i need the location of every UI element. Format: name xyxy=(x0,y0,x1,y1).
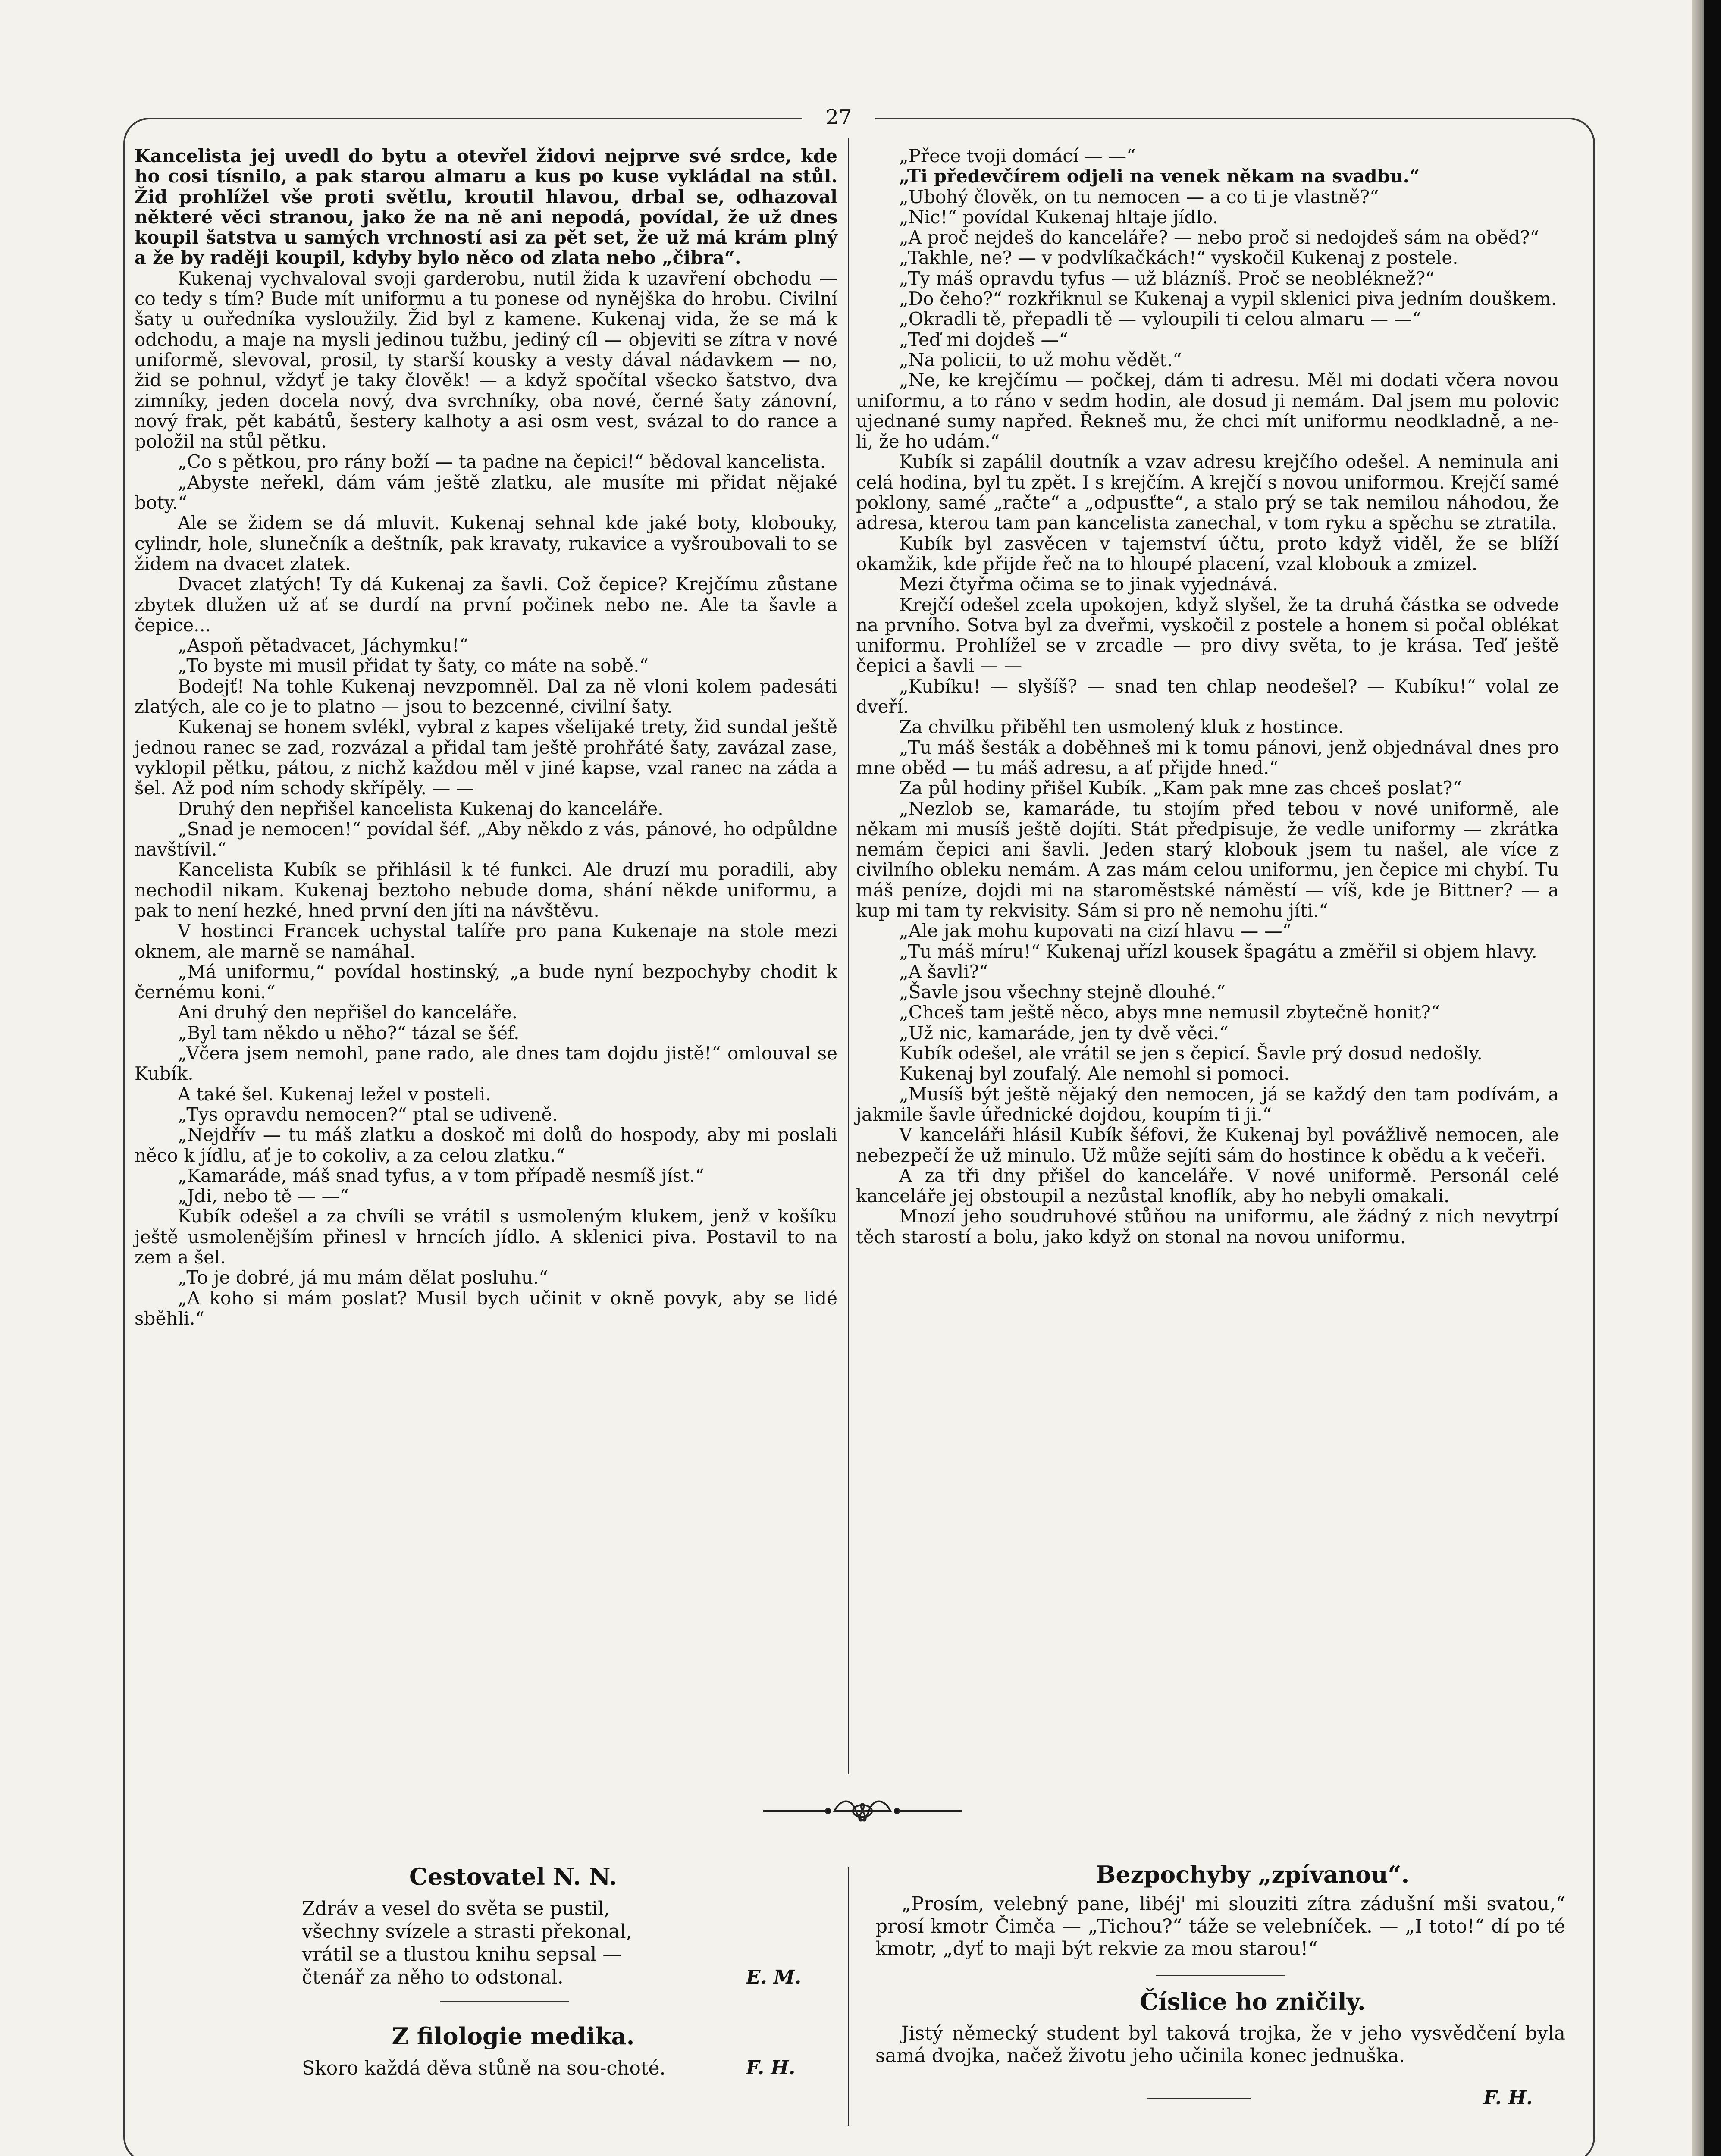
article-paragraph: „Na policii, to už mohu vědět.“ xyxy=(899,349,1182,370)
article-paragraph: A za tři dny přišel do kanceláře. V nové uniformě. Personál celé kanceláře jej obstoupil a nezůstal knoflík, aby ho nebyli omakali. xyxy=(856,1165,1559,1207)
article-paragraph: „Kubíku! — slyšíš? — snad ten chlap neodešel? — Kubíku!“ volal ze dveří. xyxy=(856,675,1559,718)
right-column xyxy=(856,146,1559,1247)
article-paragraph: „Přece tvoji domácí — —“ xyxy=(899,145,1136,166)
article-paragraph: Za půl hodiny přišel Kubík. „Kam pak mne zas chceš poslat?“ xyxy=(899,777,1462,799)
article-paragraph: Mnozí jeho soudruhové stůňou na uniformu, ale žádný z nich nevytrpí těch starostí a bolu, jako když on stonal na novou uniformu. xyxy=(856,1206,1559,1247)
article-paragraph: „Byl tam někdo u něho?“ tázal se šéf. xyxy=(178,1022,520,1044)
left-column xyxy=(135,146,837,1329)
article-paragraph: „Šavle jsou všechny stejně dlouhé.“ xyxy=(899,981,1226,1003)
article-paragraph: „Takhle, ne? — v podvlíkačkách!“ vyskočil Kukenaj z postele. xyxy=(899,247,1458,269)
article-paragraph: „Snad je nemocen!“ povídal šéf. „Aby někdo z vás, pánové, ho odpůldne navštívil.“ xyxy=(135,818,837,860)
joke1-signature: F. H. xyxy=(746,2057,796,2079)
article-paragraph: „A proč nejdeš do kanceláře? — nebo proč si nedojdeš sám na oběd?“ xyxy=(899,227,1539,248)
ornament-divider xyxy=(763,1792,962,1830)
article-paragraph: „Aspoň pětadvacet, Jáchymku!“ xyxy=(178,635,469,656)
article-paragraph: Kancelista Kubík se přihlásil k té funkci. Ale druzí mu poradili, aby nechodil nikam. Kukenaj beztoho nebude doma, shání někde uniformu, a pak to není hezké, hned první den jíti na návštěvu. xyxy=(135,859,837,921)
article-paragraph: Ani druhý den nepřišel do kanceláře. xyxy=(178,1002,518,1023)
joke1-text: Skoro každá děva stůně na sou-choté. xyxy=(302,2057,666,2079)
poem-rule xyxy=(440,2001,569,2002)
joke2-title: Bezpochyby „zpívanou“. xyxy=(1096,1861,1410,1888)
article-paragraph: Kubík si zapálil doutník a vzav adresu krejčího odešel. A neminula ani celá hodina, byl tu zpět. I s krejčím. A krejčí s novou uniformou. Krejčí samé poklony, samé „račte“ a „odpusťte“, a stalo prý se tak nemilou náhodou, že adresa, kterou tam pan kancelista zanechal, v tom ryku a spěchu se ztratila. xyxy=(856,451,1559,534)
article-paragraph: Kubík odešel, ale vrátil se jen s čepicí. Šavle prý dosud nedošly. xyxy=(899,1043,1483,1064)
article-paragraph: „Nezlob se, kamaráde, tu stojím před tebou v nové uniformě, ale někam mi musíš ještě dojíti. Stát předpisuje, že vedle uniformy — zkrátka nemám čepici ani šavli. Jeden starý klobouk jsem tu našel, ale více z civilního obleku nemám. A zas mám celou uniformu, jen čepice mi chybí. Tu máš peníze, dojdi mi na staroměstské náměstí — víš, kde je Bittner? — a kup mi tam ty rekvisity. Sám si pro ně nemohu jíti.“ xyxy=(856,798,1559,921)
article-paragraph: „Už nic, kamaráde, jen ty dvě věci.“ xyxy=(899,1022,1229,1044)
article-paragraph: „Abyste neřekl, dám vám ještě zlatku, ale musíte mi přidat nějaké boty.“ xyxy=(135,471,837,514)
article-paragraph: „Ti předevčírem odjeli na venek někam na svadbu.“ xyxy=(899,166,1420,187)
page-edge-shadow xyxy=(1692,0,1704,2156)
joke3-text xyxy=(875,2022,1565,2067)
joke3-paragraph: Jistý německý student byl taková trojka, že v jeho vysvědčení byla samá dvojka, načež životu jeho učinila konec jednuška. xyxy=(875,2022,1565,2067)
article-paragraph: „To je dobré, já mu mám dělat posluhu.“ xyxy=(178,1267,548,1288)
article-paragraph: V hostinci Francek uchystal talíře pro pana Kukenaje na stole mezi oknem, ale marně se namáhal. xyxy=(135,920,837,962)
article-paragraph: Kukenaj byl zoufalý. Ale nemohl si pomoci. xyxy=(899,1063,1290,1084)
article-paragraph: V kanceláři hlásil Kubík šéfovi, že Kukenaj byl povážlivě nemocen, ale nebezpečí že už minulo. Už může sejíti sám do hostince k obědu a k večeři. xyxy=(856,1124,1559,1166)
column-rule xyxy=(848,138,849,1774)
article-paragraph: „Do čeho?“ rozkřiknul se Kukenaj a vypil sklenici piva jedním douškem. xyxy=(899,288,1557,310)
joke2-text xyxy=(875,1893,1565,1960)
article-paragraph: „Jdi, nebo tě — —“ xyxy=(178,1185,349,1207)
article-paragraph: Kukenaj se honem svlékl, vybral z kapes všelijaké trety, žid sundal ještě jednou ranec se zad, rozvázal a přidal tam ještě prohřáté šaty, zavázal zase, vyklopil pětku, pátou, z nichž každou měl v jiné kapse, vzal ranec na záda a šel. Až pod ním schody skřípěly. — — xyxy=(135,716,837,799)
article-paragraph: „Ale jak mohu kupovati na cizí hlavu — —“ xyxy=(899,920,1292,942)
article-paragraph: Kubík byl zasvěcen v tajemství účtu, proto když viděl, že se blíží okamžik, kde přijde řeč na to hloupé placení, vzal klobouk a zmizel. xyxy=(856,533,1559,574)
poem-line: všechny svízele a strasti překonal, xyxy=(302,1921,632,1943)
article-paragraph: „A koho si mám poslat? Musil bych učinit v okně povyk, aby se lidé sběhli.“ xyxy=(135,1287,837,1329)
joke3-rule xyxy=(1147,2098,1251,2099)
poem-signature: E. M. xyxy=(746,1966,802,1988)
lower-column-rule xyxy=(848,1867,849,2126)
article-paragraph: „To byste mi musil přidat ty šaty, co máte na sobě.“ xyxy=(178,655,649,677)
joke2-paragraph: „Prosím, velebný pane, libéj' mi slouziti zítra zádušní mši svatou,“ prosí kmotr Čimča — „Tichou?“ táže se velebníček. — „I toto!“ dí po té kmotr, „dyť to maji být rekvie za mou starou!“ xyxy=(875,1893,1565,1960)
page-number: 27 xyxy=(825,105,852,129)
article-paragraph: „Kamaráde, máš snad tyfus, a v tom případě nesmíš jíst.“ xyxy=(178,1165,705,1186)
article-paragraph: Druhý den nepřišel kancelista Kukenaj do kanceláře. xyxy=(178,798,664,819)
page-edge-right xyxy=(1704,0,1721,2156)
article-paragraph: „Ty máš opravdu tyfus — už blázníš. Proč se neobléknež?“ xyxy=(899,267,1435,289)
poem-line: vrátil se a tlustou knihu sepsal — xyxy=(302,1943,622,1965)
poem-line: čtenář za něho to odstonal. xyxy=(302,1966,564,1988)
article-paragraph: Ale se židem se dá mluvit. Kukenaj sehnal kde jaké boty, klobouky, cylindr, hole, slunečník a deštník, pak kravaty, rukavice a vyšroubovali to se židem na dvacet zlatek. xyxy=(135,512,837,574)
article-paragraph: Mezi čtyřma očima se to jinak vyjednává. xyxy=(899,573,1278,595)
poem-title: Cestovatel N. N. xyxy=(409,1863,617,1890)
article-paragraph: „Má uniformu,“ povídal hostinský, „a bude nyní bezpochyby chodit k černému koni.“ xyxy=(135,961,837,1003)
joke1-title: Z filologie medika. xyxy=(392,2022,635,2050)
joke3-signature: F. H. xyxy=(1483,2087,1533,2109)
article-paragraph: „Teď mi dojdeš —“ xyxy=(899,329,1069,350)
article-paragraph: „Tys opravdu nemocen?“ ptal se udiveně. xyxy=(178,1103,558,1125)
joke2-rule xyxy=(1156,1975,1285,1976)
article-paragraph: „Co s pětkou, pro rány boží — ta padne na čepici!“ bědoval kancelista. xyxy=(178,451,826,473)
article-paragraph: Krejčí odešel zcela upokojen, když slyšel, že ta druhá částka se odvede na prvního. Sotva byl za dveřmi, vyskočil z postele a honem si počal oblékat uniformu. Prohlížel se v zrcadle — pro divy světa, to je krása. Teď ještě čepici a šavli — — xyxy=(856,594,1559,677)
article-paragraph: „Nic!“ povídal Kukenaj hltaje jídlo. xyxy=(899,206,1218,228)
article-paragraph: „Včera jsem nemohl, pane rado, ale dnes tam dojdu jistě!“ omlouval se Kubík. xyxy=(135,1043,837,1084)
article-paragraph: „A šavli?“ xyxy=(899,961,988,982)
article-paragraph: Za chvilku přiběhl ten usmolený kluk z hostince. xyxy=(899,716,1345,738)
article-paragraph: Kancelista jej uvedl do bytu a otevřel židovi nejprve své srdce, kde ho cosi tísnilo, a pak starou almaru a kus po kuse vykládal na stůl. Žid prohlížel vše proti světlu, kroutil hlavou, drbal se, odhazoval některé věci stranou, jako že na ně ani nepodá, povídal, že už dnes koupil šatstva u samých vrchností asi za pět set, že už má krám plný a že by raději koupil, kdyby bylo něco od zlata nebo „čibra“. xyxy=(135,145,837,269)
article-paragraph: „Ubohý člověk, on tu nemocen — a co ti je vlastně?“ xyxy=(899,186,1379,207)
poem-line: Zdráv a vesel do světa se pustil, xyxy=(302,1898,610,1920)
article-paragraph: „Nejdřív — tu máš zlatku a doskoč mi dolů do hospody, aby mi poslali něco k jídlu, ať je to cokoliv, a za celou zlatku.“ xyxy=(135,1124,837,1166)
article-paragraph: Dvacet zlatých! Ty dá Kukenaj za šavli. Což čepice? Krejčímu zůstane zbytek dlužen už ať se durdí na první počinek nebo ne. Ale ta šavle a čepice... xyxy=(135,573,837,636)
article-paragraph: „Tu máš míru!“ Kukenaj uřízl kousek špagátu a změřil si objem hlavy. xyxy=(899,940,1537,962)
article-paragraph: „Ne, ke krejčímu — počkej, dám ti adresu. Měl mi dodati včera novou uniformu, a to ráno v sedm hodin, ale dosud ji nemám. Dal jsem mu polovic ujednané sumy napřed. Řekneš mu, že chci mít uniformu neodkladně, a ne-li, že ho udám.“ xyxy=(856,370,1559,452)
article-paragraph: „Okradli tě, přepadli tě — vyloupili ti celou almaru — —“ xyxy=(899,308,1422,330)
article-paragraph: Kukenaj vychvaloval svoji garderobu, nutil žida k uzavření obchodu — co tedy s tím? Bude mít uniformu a tu ponese od nynějška do hrobu. Civilní šaty u ouředníka vysloužily. Žid byl z kamene. Kukenaj vida, že se má k odchodu, a maje na mysli jedinou tužbu, jediný cíl — objeviti se zítra v nové uniformě, slevoval, prosil, ty starší kousky a vesty dával nádavkem — no, žid se pohnul, vždyť je taky člověk! — a když spočítal všecko šatstvo, dva zimníky, jeden docela nový, dva svrchníky, oba nové, černé šaty zánovní, nový frak, pět kabátů, šestery kalhoty a asi osm vest, svázal to do rance a položil na stůl pětku. xyxy=(135,267,837,452)
article-paragraph: Bodejť! Na tohle Kukenaj nevzpomněl. Dal za ně vloni kolem padesáti zlatých, ale co je to platno — jsou to bezcenné, civilní šaty. xyxy=(135,675,837,718)
article-paragraph: Kubík odešel a za chvíli se vrátil s usmoleným klukem, jenž v košíku ještě usmolenějším přinesl v hrncích jídlo. A sklenici piva. Postavil to na zem a šel. xyxy=(135,1206,837,1268)
joke3-title: Číslice ho zničily. xyxy=(1140,1988,1366,2015)
article-paragraph: A také šel. Kukenaj ležel v posteli. xyxy=(178,1083,491,1105)
article-paragraph: „Musíš být ještě nějaký den nemocen, já se každý den tam podívám, a jakmile šavle úřednické dojdou, koupím ti ji.“ xyxy=(856,1083,1559,1125)
article-paragraph: „Tu máš šesták a doběhneš mi k tomu pánovi, jenž objednával dnes pro mne oběd — tu máš adresu, a ať přijde hned.“ xyxy=(856,736,1559,778)
article-paragraph: „Chceš tam ještě něco, abys mne nemusil zbytečně honit?“ xyxy=(899,1002,1440,1023)
